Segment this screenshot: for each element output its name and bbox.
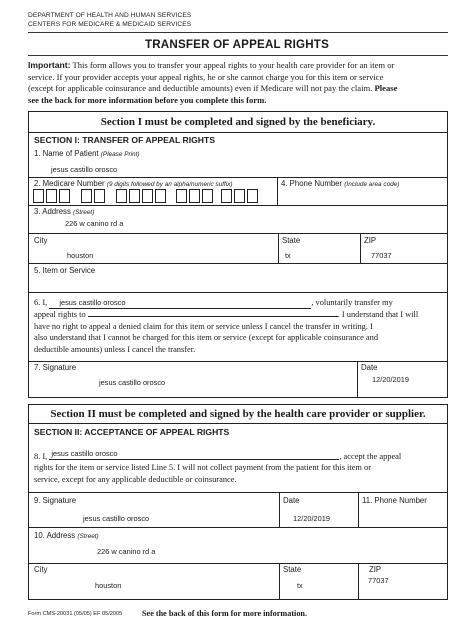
address-label: 10. Address (Street) (34, 531, 99, 540)
divider (28, 32, 448, 33)
provider-name-field[interactable] (88, 316, 338, 317)
digit-box[interactable] (202, 189, 213, 203)
divider (29, 205, 447, 206)
statement-text: , accept the appeal (339, 452, 402, 461)
phone-number-label: 11. Phone Number (362, 496, 427, 505)
statement-text: also understand that I cannot be charged for this item or service (except for applicable coinsurance and (34, 333, 379, 343)
section-1 (28, 111, 448, 398)
divider (358, 563, 359, 600)
zip-label: ZIP (364, 236, 377, 245)
statement-text: , voluntarily transfer my (311, 298, 393, 307)
digit-box[interactable] (176, 189, 187, 203)
acceptance-statement (34, 448, 444, 485)
divider (29, 492, 447, 493)
phone-number-label: 4. Phone Number (Include area code) (281, 179, 400, 188)
zip-field[interactable]: 77037 (371, 251, 392, 260)
date-field[interactable]: 12/20/2019 (293, 514, 330, 523)
statement-prefix: 6. I, (34, 298, 48, 307)
intro-line-3: (except for applicable coinsurance and deductible amounts) even if Medicare will not pay the claim. (28, 83, 373, 94)
signature-label: 9. Signature (34, 496, 77, 505)
item-service-label: 5. Item or Service (34, 266, 96, 275)
section-2-title: SECTION II: ACCEPTANCE OF APPEAL RIGHTS (34, 427, 230, 437)
state-field[interactable]: tx (285, 251, 291, 260)
divider (358, 492, 359, 527)
divider (360, 233, 361, 263)
digit-box[interactable] (59, 189, 70, 203)
digit-box[interactable] (94, 189, 105, 203)
address-field[interactable]: 226 w canino rd a (97, 547, 156, 556)
statement-prefix: 8. I, (34, 452, 48, 461)
state-field[interactable]: tx (297, 581, 303, 590)
patient-name-label: 1. Name of Patient (Please Print) (34, 149, 140, 158)
divider (279, 563, 280, 600)
intro-line-4: see the back for more information before you complete this form. (28, 94, 267, 105)
intro-lead: Important: (28, 60, 71, 70)
digit-box[interactable] (155, 189, 166, 203)
divider (29, 563, 447, 564)
divider (29, 263, 447, 264)
divider (29, 527, 447, 528)
digit-box[interactable] (46, 189, 57, 203)
phone-number-field[interactable] (362, 508, 442, 522)
statement-text: service, except for any applicable deductible or coinsurance. (34, 474, 237, 484)
form-title: TRANSFER OF APPEAL RIGHTS (144, 38, 330, 51)
patient-name-field[interactable]: jesus castillo orosco (51, 165, 118, 174)
digit-box[interactable] (221, 189, 232, 203)
divider (357, 361, 358, 398)
zip-label: ZIP (369, 565, 382, 574)
divider (28, 55, 448, 56)
zip-field[interactable]: 77037 (368, 576, 389, 585)
statement-text: appeal rights to (34, 310, 86, 320)
provider-name-field[interactable]: jesus castillo orosco (49, 448, 339, 460)
agency-line-1: DEPARTMENT OF HEALTH AND HUMAN SERVICES (28, 12, 192, 19)
section-2 (28, 404, 448, 600)
footer-note: See the back of this form for more information. (142, 609, 308, 618)
digit-box[interactable] (116, 189, 127, 203)
section-1-title: SECTION I: TRANSFER OF APPEAL RIGHTS (34, 135, 215, 145)
form-id: Form CMS-20031 (05/05) EF 05/2005 (28, 611, 123, 617)
statement-text: deductible amounts) unless I cancel the transfer. (34, 344, 196, 354)
divider (29, 177, 447, 178)
date-label: Date (361, 363, 378, 372)
statement-text: have no right to appeal a denied claim for this item or service unless I cancel the transfer in writing. I (34, 321, 373, 331)
divider (29, 233, 447, 234)
statement-text: . I understand that I will (337, 310, 419, 320)
city-label: City (34, 236, 48, 245)
address-field[interactable]: 226 w canino rd a (65, 219, 124, 228)
digit-box[interactable] (189, 189, 200, 203)
section-2-banner: Section II must be completed and signed by the health care provider or supplier. (50, 408, 426, 420)
agency-header (28, 12, 191, 29)
intro-line-1: This form allows you to transfer your appeal rights to your health care provider for an item or (70, 60, 395, 70)
divider (277, 177, 278, 205)
divider (29, 423, 447, 424)
item-service-field[interactable] (33, 277, 443, 289)
transfer-statement (34, 297, 444, 355)
digit-box[interactable] (247, 189, 258, 203)
state-label: State (282, 236, 301, 245)
beneficiary-name-field[interactable]: jesus castillo orosco (49, 297, 311, 309)
digit-box[interactable] (81, 189, 92, 203)
provider-signature-field[interactable]: jesus castillo orosco (83, 514, 150, 523)
digit-box[interactable] (142, 189, 153, 203)
city-field[interactable]: houston (95, 581, 122, 590)
divider (278, 233, 279, 263)
address-label: 3. Address (Street) (34, 207, 95, 216)
city-label: City (34, 565, 48, 574)
beneficiary-signature-field[interactable]: jesus castillo orosco (99, 378, 166, 387)
divider (29, 132, 447, 133)
agency-line-2: CENTERS FOR MEDICARE & MEDICAID SERVICES (28, 20, 192, 28)
intro-line-3-bold: Please (372, 83, 398, 94)
state-label: State (283, 565, 302, 574)
medicare-number-label: 2. Medicare Number (9 digits followed by an alpha/numeric suffix) (34, 179, 233, 188)
city-field[interactable]: houston (67, 251, 94, 260)
section-1-banner: Section I must be completed and signed by the beneficiary. (100, 116, 376, 128)
divider (279, 492, 280, 527)
digit-box[interactable] (33, 189, 44, 203)
divider (29, 292, 447, 293)
statement-text: rights for the item or service listed Line 5. I will not collect payment from the patient for this item or (34, 463, 372, 473)
date-field[interactable]: 12/20/2019 (372, 375, 409, 384)
date-label: Date (283, 496, 300, 505)
divider (29, 361, 447, 362)
intro-line-2: service. If your provider accepts your appeal rights, he or she cannot charge you for this item or service (28, 71, 384, 82)
digit-box[interactable] (129, 189, 140, 203)
digit-box[interactable] (234, 189, 245, 203)
signature-label: 7. Signature (34, 363, 77, 372)
intro-paragraph (28, 60, 448, 106)
medicare-number-field[interactable] (33, 189, 273, 205)
